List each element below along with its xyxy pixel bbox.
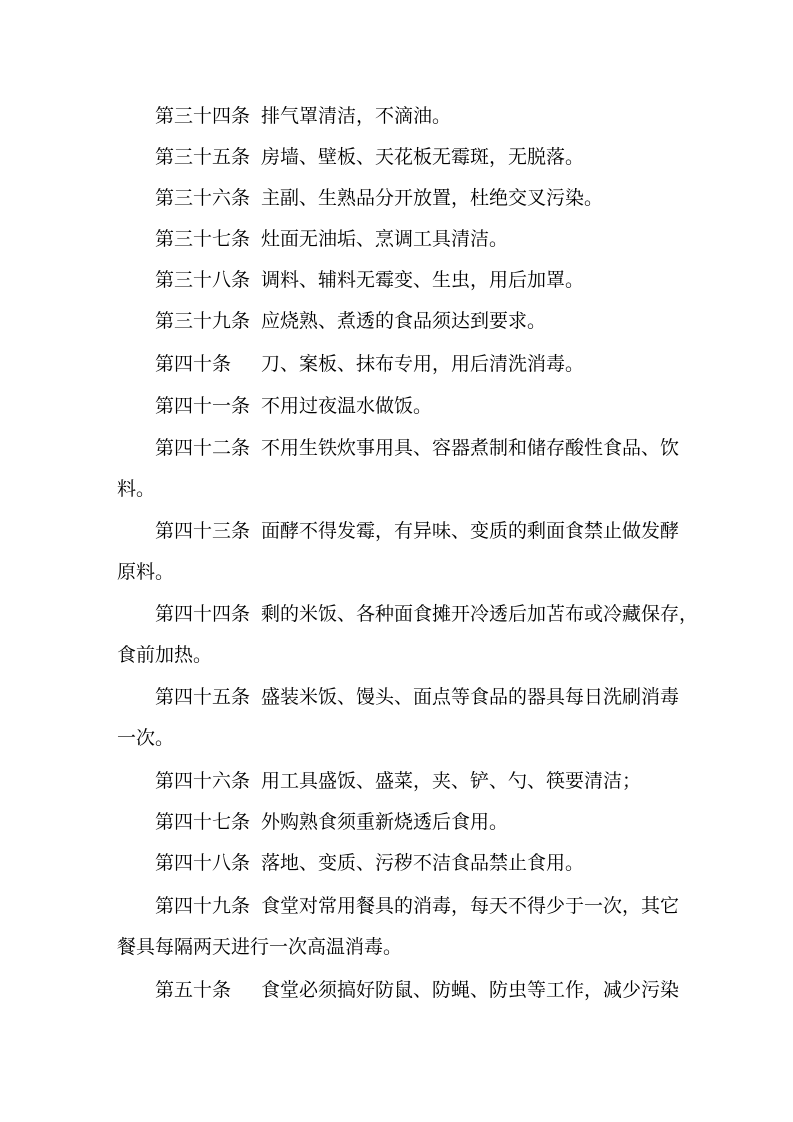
article-text: 盛装米饭、馒头、面点等食品的器具每日洗刷消毒: [261, 686, 680, 708]
article-number: 第三十五条: [155, 146, 251, 168]
article-first-line: [117, 511, 680, 552]
article-number: 第三十九条: [155, 310, 251, 332]
article-number: 第四十五条: [155, 686, 251, 708]
article-first-line: [117, 594, 699, 635]
article-49: [117, 886, 680, 968]
article-number: 第三十七条: [155, 228, 251, 250]
article-first-line: [117, 137, 675, 178]
article-text: 面酵不得发霉，有异味、变质的剩面食禁止做发酵: [261, 520, 680, 542]
article-first-line: [117, 677, 680, 718]
article-first-line: [117, 301, 675, 342]
article-number: 第四十一条: [155, 395, 251, 417]
article-first-line: [117, 260, 675, 301]
article-45: [117, 677, 680, 759]
article-number: 第四十六条: [155, 770, 251, 792]
article-first-line: [117, 178, 675, 219]
article-text: 落地、变质、污秽不洁食品禁止食用。: [261, 852, 585, 874]
article-text: 房墙、壁板、天花板无霉斑，无脱落。: [261, 146, 585, 168]
article-43: [117, 511, 680, 593]
article-text: 不用过夜温水做饭。: [261, 395, 433, 417]
article-text: 主副、生熟品分开放置，杜绝交叉污染。: [261, 187, 604, 209]
article-continuation-line: 料。: [117, 478, 156, 500]
article-continuation-line: 一次。: [117, 727, 175, 749]
article-35: [117, 137, 675, 178]
article-continuation-line: 原料。: [117, 561, 175, 583]
article-number: 第四十二条: [155, 437, 251, 459]
article-text: 用工具盛饭、盛菜，夹、铲、勺、筷要清洁；: [261, 770, 642, 792]
article-first-line: [117, 843, 675, 884]
article-34: [117, 96, 675, 137]
article-first-line: [117, 802, 675, 843]
article-text: 应烧熟、煮透的食品须达到要求。: [261, 310, 547, 332]
article-text: 灶面无油垢、烹调工具清洁。: [261, 228, 509, 250]
article-number: 第四十三条: [155, 520, 251, 542]
article-text: 不用生铁炊事用具、容器煮制和储存酸性食品、饮: [261, 437, 680, 459]
article-continuation-line: 餐具每隔两天进行一次高温消毒。: [117, 936, 403, 958]
article-first-line: [117, 761, 675, 802]
article-number: 第四十七条: [155, 811, 251, 833]
article-47: [117, 802, 675, 843]
article-number: 第三十六条: [155, 187, 251, 209]
article-text: 食堂必须搞好防鼠、防蝇、防虫等工作，减少污染: [261, 979, 680, 1001]
article-text: 食堂对常用餐具的消毒，每天不得少于一次，其它: [261, 895, 680, 917]
article-44: [117, 594, 699, 676]
article-text: 刀、案板、抹布专用，用后清洗消毒。: [261, 353, 585, 375]
article-first-line: [117, 386, 675, 427]
article-first-line: [117, 886, 680, 927]
article-text: 调料、辅料无霉变、生虫，用后加罩。: [261, 269, 585, 291]
article-42: [117, 428, 680, 510]
article-text: 排气罩清洁，不滴油。: [261, 105, 452, 127]
article-first-line: [117, 970, 680, 1011]
article-number: 第三十八条: [155, 269, 251, 291]
article-text: 剩的米饭、各种面食摊开冷透后加苫布或冷藏保存，: [261, 603, 699, 625]
article-first-line: [117, 428, 680, 469]
article-37: [117, 219, 675, 260]
article-number: 第四十条: [155, 353, 232, 375]
article-number: 第四十四条: [155, 603, 251, 625]
article-50: [117, 970, 680, 1011]
article-41: [117, 386, 675, 427]
article-39: [117, 301, 675, 342]
article-first-line: [117, 344, 675, 385]
article-first-line: [117, 96, 675, 137]
article-number: 第四十八条: [155, 852, 251, 874]
article-36: [117, 178, 675, 219]
article-40: [117, 344, 675, 385]
article-text: 外购熟食须重新烧透后食用。: [261, 811, 509, 833]
article-number: 第五十条: [155, 979, 232, 1001]
article-48: [117, 843, 675, 884]
article-number: 第四十九条: [155, 895, 251, 917]
article-continuation-line: 食前加热。: [117, 644, 213, 666]
article-first-line: [117, 219, 675, 260]
article-46: [117, 761, 675, 802]
article-38: [117, 260, 675, 301]
article-number: 第三十四条: [155, 105, 251, 127]
